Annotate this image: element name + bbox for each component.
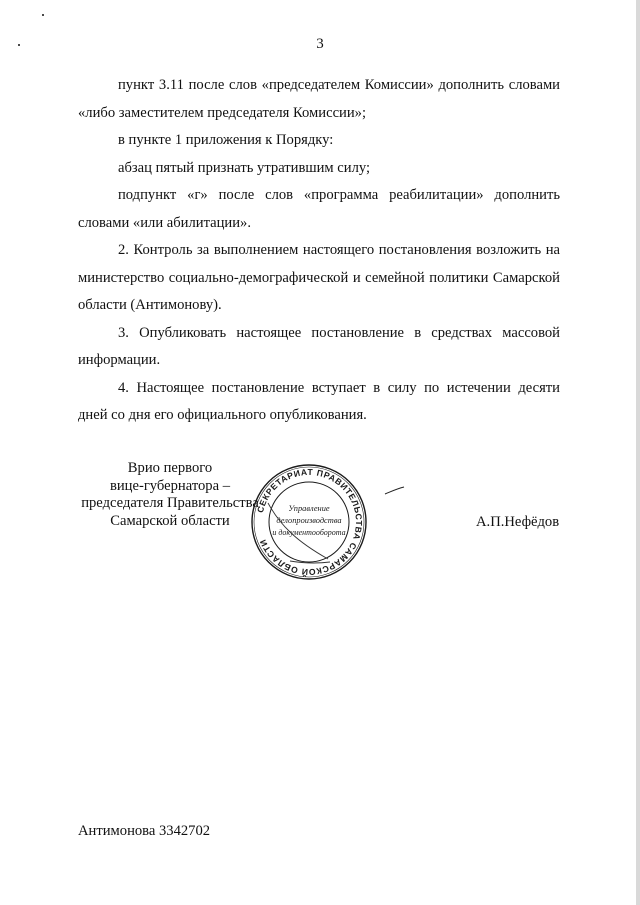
paragraph: 3. Опубликовать настоящее постановление в средствах массовой информации. xyxy=(78,324,560,368)
seal-ring-text: СЕКРЕТАРИАТ ПРАВИТЕЛЬСТВА САМАРСКОЙ ОБЛАСТИ xyxy=(254,466,365,578)
seal-center-line: делопроизводства xyxy=(276,516,342,525)
official-seal xyxy=(250,463,368,581)
body-text xyxy=(78,72,560,430)
signature-mark xyxy=(384,486,406,496)
signer-line: Врио первого xyxy=(127,460,213,476)
paragraph: подпункт «г» после слов «программа реабилитации» дополнить словами «или абилитации». xyxy=(78,187,560,231)
paragraph: 2. Контроль за выполнением настоящего постановления возложить на министерство социально-демографической и семейной политики Самарской области (Антимонову). xyxy=(78,242,560,313)
signature-name: А.П.Нефёдов xyxy=(476,514,560,530)
seal-center-line: и документооборота xyxy=(272,528,346,537)
paragraph: 4. Настоящее постановление вступает в силу по истечении десяти дней со дня его официального опубликования. xyxy=(78,379,560,423)
page-number: 3 xyxy=(316,36,324,52)
executor-contact: Антимонова 3342702 xyxy=(78,823,211,839)
paragraph: абзац пятый признать утратившим силу; xyxy=(118,159,371,176)
signer-line: председателя Правительства xyxy=(81,495,259,511)
seal-center-line: Управление xyxy=(288,504,330,513)
scan-speck xyxy=(42,14,44,16)
signer-line: Самарской области xyxy=(110,512,230,529)
signer-title xyxy=(70,460,270,530)
paragraph: пункт 3.11 после слов «председателем Комиссии» дополнить словами «либо заместителем председателя Комиссии»; xyxy=(78,77,560,121)
scan-edge xyxy=(636,0,640,905)
signer-line: вице-губернатора – xyxy=(109,477,231,494)
paragraph: в пункте 1 приложения к Порядку: xyxy=(118,132,334,148)
